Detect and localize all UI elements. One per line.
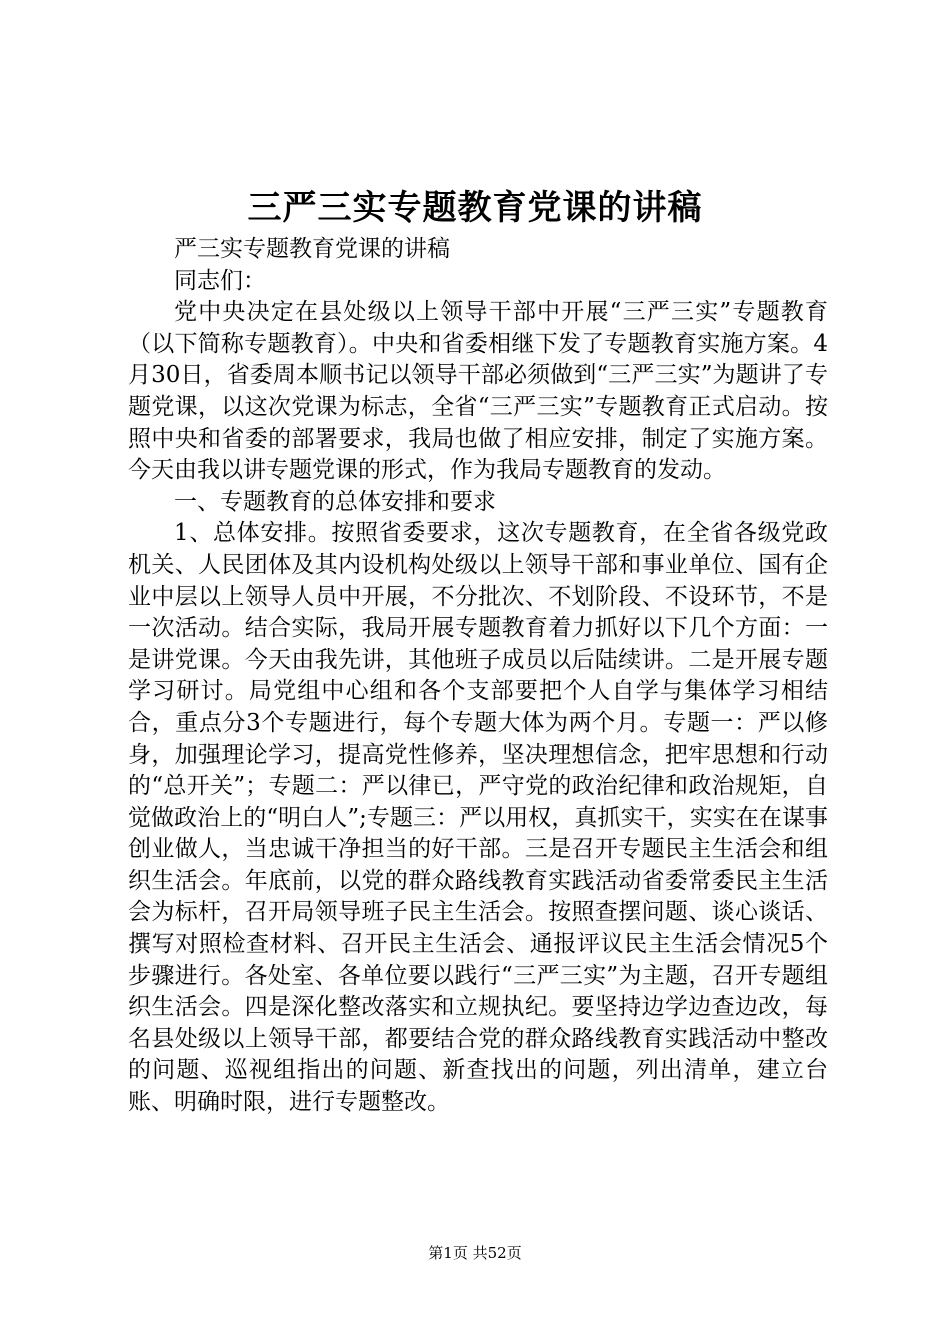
subtitle-paragraph: 严三实专题教育党课的讲稿 [174,236,450,262]
salutation-paragraph: 同志们： [174,267,266,294]
document-title: 三严三实专题教育党课的讲稿 [247,188,703,228]
intro-paragraph: 党中央决定在县处级以上领导干部中开展“三严三实”专题教育（以下简称专题教育）。中央和省委相继下发了专题教育实施方案。4月30日，省委周本顺书记以领导干部必须做到“三严三实”为题讲了专题党课，以这次党课为标志，全省“三严三实”专题教育正式启动。按照中央和省委的部署要求，我局也做了相应安排，制定了实施方案。今天由我以讲专题党课的形式，作为我局专题教育的发动。 [128,299,828,484]
page-number: 第1页 共52页 [428,1244,522,1262]
arrangement-paragraph: 1、总体安排。按照省委要求，这次专题教育，在全省各级党政机关、人民团体及其内设机构处级以上领导干部和事业单位、国有企业中层以上领导人员中开展，不分批次、不划阶段、不设环节，不是一次活动。结合实际，我局开展专题教育着力抓好以下几个方面：一是讲党课。今天由我先讲，其他班子成员以后陆续讲。二是开展专题学习研讨。局党组中心组和各个支部要把个人自学与集体学习相结合，重点分3个专题进行，每个专题大体为两个月。专题一：严以修身，加强理论学习，提高党性修养，坚决理想信念，把牢思想和行动的“总开关”；专题二：严以律已，严守党的政治纪律和政治规矩，自觉做政治上的“明白人”;专题三：严以用权，真抓实干，实实在在谋事创业做人，当忠诚干净担当的好干部。三是召开专题民主生活会和组织生活会。年底前，以党的群众路线教育实践活动省委常委民主生活会为标杆，召开局领导班子民主生活会。按照查摆问题、谈心谈话、撰写对照检查材料、召开民主生活会、通报评议民主生活会情况5个步骤进行。各处室、各单位要以践行“三严三实”为主题，召开专题组织生活会。四是深化整改落实和立规执纪。要坚持边学边查边改，每名县处级以上领导干部，都要结合党的群众路线教育实践活动中整改的问题、巡视组指出的问题、新查找出的问题，列出清单，建立台账、明确时限，进行专题整改。 [128,520,828,1116]
section-heading: 一、专题教育的总体安排和要求 [174,488,496,515]
document-body [128,234,828,1119]
